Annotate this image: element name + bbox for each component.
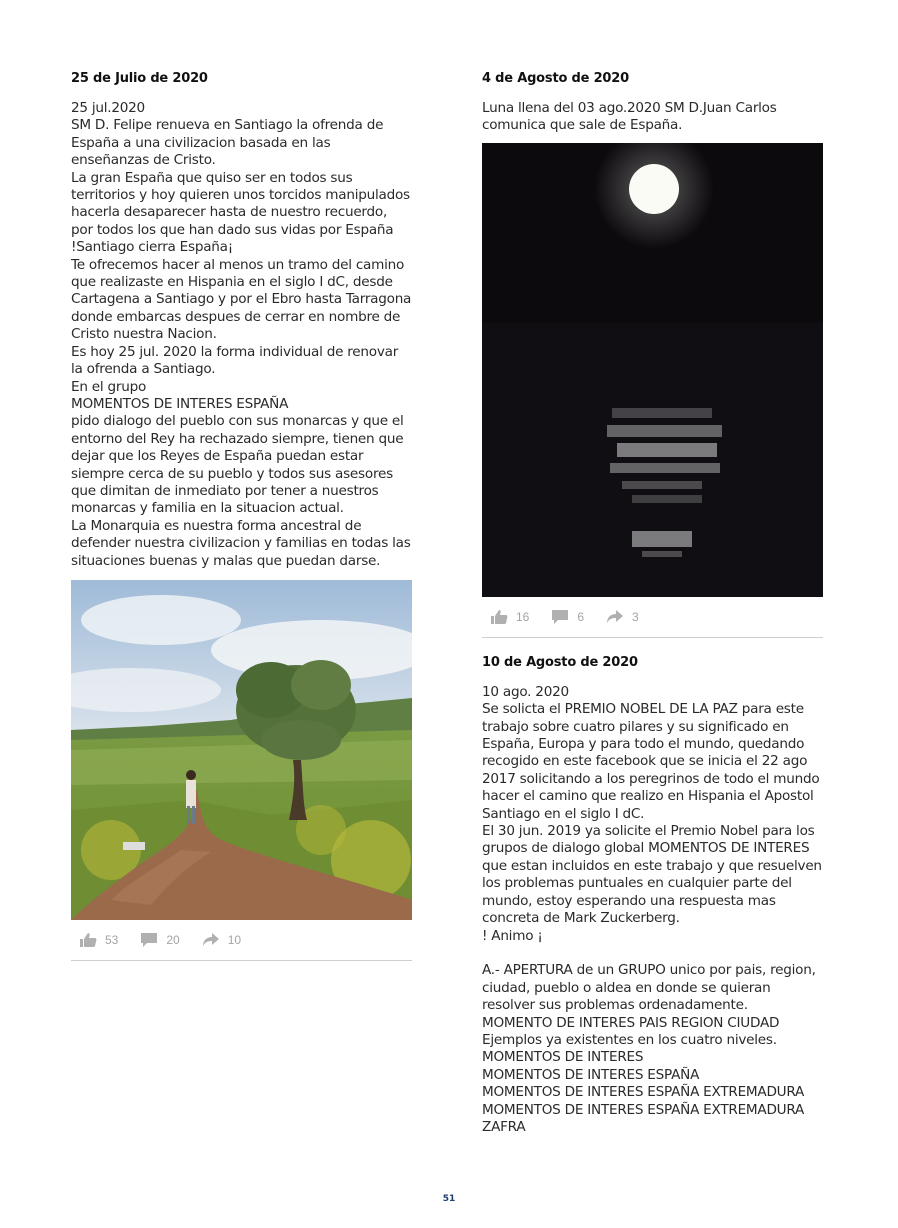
reactions-bar bbox=[482, 597, 823, 638]
thumbs-up-icon bbox=[490, 609, 508, 625]
like-reaction[interactable] bbox=[490, 609, 529, 625]
comment-reaction[interactable] bbox=[551, 609, 584, 625]
nobel-post bbox=[482, 654, 823, 1137]
comment-count: 6 bbox=[577, 609, 585, 624]
post-text: 25 jul.2020 SM D. Felipe renueva en Santiago la ofrenda de España a una civilizacion basada en las enseñanzas de Cristo. La gran España que quiso ser en todos sus territorios y hoy quieren unos torcidos manipulados hacerla desaparecer hasta de nuestro recuerdo, por todos los que han dado sus vidas por España !Santiago cierra España¡ Te ofrecemos hacer al menos un tramo del camino que realizaste en Hispania en el siglo I dC, desde Cartagena a Santiago y por el Ebro hasta Tarragona donde embarcas despues de cerrar en nombre de Cristo nuestra Nacion. Es hoy 25 jul. 2020 la forma individual de renovar la ofrenda a Santiago. En el grupo MOMENTOS DE INTERES ESPAÑA pido dialogo del pueblo con sus monarcas y que el entorno del Rey ha rechazado siempre, tienen que dejar que los Reyes de España puedan estar siempre cerca de su pueblo y todos sus asesores que dimitan de inmediato por tener a nuestros monarcas y familia en la situacion actual. La Monarquia es nuestra forma ancestral de defender nuestra civilizacion y familias en todas las situaciones buenas y malas que puedan darse. bbox=[71, 100, 412, 569]
right-column bbox=[482, 70, 823, 1136]
share-count: 3 bbox=[632, 609, 639, 624]
like-count: 16 bbox=[516, 609, 530, 624]
share-count: 10 bbox=[227, 932, 242, 947]
left-post bbox=[71, 70, 412, 961]
share-arrow-icon bbox=[202, 932, 220, 948]
reactions-bar bbox=[71, 920, 412, 961]
share-reaction[interactable] bbox=[202, 932, 241, 948]
full-moon-photo bbox=[482, 143, 823, 597]
olive-tree-photo bbox=[71, 580, 412, 920]
thumbs-up-icon bbox=[79, 932, 97, 948]
post-date: 25 de Julio de 2020 bbox=[71, 71, 208, 86]
comment-reaction[interactable] bbox=[140, 932, 179, 948]
post-text: 10 ago. 2020 Se solicta el PREMIO NOBEL DE LA PAZ para este trabajo sobre cuatro pilares y su significado en España, Europa y para todo el mundo, quedando recogido en este facebook que se inicia el 22 ago 2017 solicitando a los peregrinos de todo el mundo hacer el camino que realizo en Hispania el Apostol Santiago en el siglo I dC. El 30 jun. 2019 ya solicite el Premio Nobel para los grupos de dialogo global MOMENTOS DE INTERES que estan incluidos en este trabajo y que resuelven los problemas puntuales en cualquier parte del mundo, estoy esperando una respuesta mas concreta de Mark Zuckerberg. ! Animo ¡ A.- APERTURA de un GRUPO unico por pais, region, ciudad, pueblo o aldea en donde se quieran resolver sus problemas ordenadamente. MOMENTO DE INTERES PAIS REGION CIUDAD Ejemplos ya existentes en los cuatro niveles. MOMENTOS DE INTERES MOMENTOS DE INTERES ESPAÑA MOMENTOS DE INTERES ESPAÑA EXTREMADURA MOMENTOS DE INTERES ESPAÑA EXTREMADURA ZAFRA bbox=[482, 683, 822, 1135]
comment-icon bbox=[140, 932, 158, 948]
comment-count: 20 bbox=[166, 932, 180, 947]
post-date: 4 de Agosto de 2020 bbox=[482, 71, 629, 86]
share-reaction[interactable] bbox=[606, 609, 639, 625]
like-count: 53 bbox=[105, 932, 119, 947]
comment-icon bbox=[551, 609, 569, 625]
page-number: 51 bbox=[442, 1194, 456, 1204]
share-arrow-icon bbox=[606, 609, 624, 625]
post-text: Luna llena del 03 ago.2020 SM D.Juan Carlos comunica que sale de España. bbox=[482, 100, 777, 134]
like-reaction[interactable] bbox=[79, 932, 118, 948]
post-date: 10 de Agosto de 2020 bbox=[482, 654, 638, 670]
moon-post bbox=[482, 70, 823, 638]
